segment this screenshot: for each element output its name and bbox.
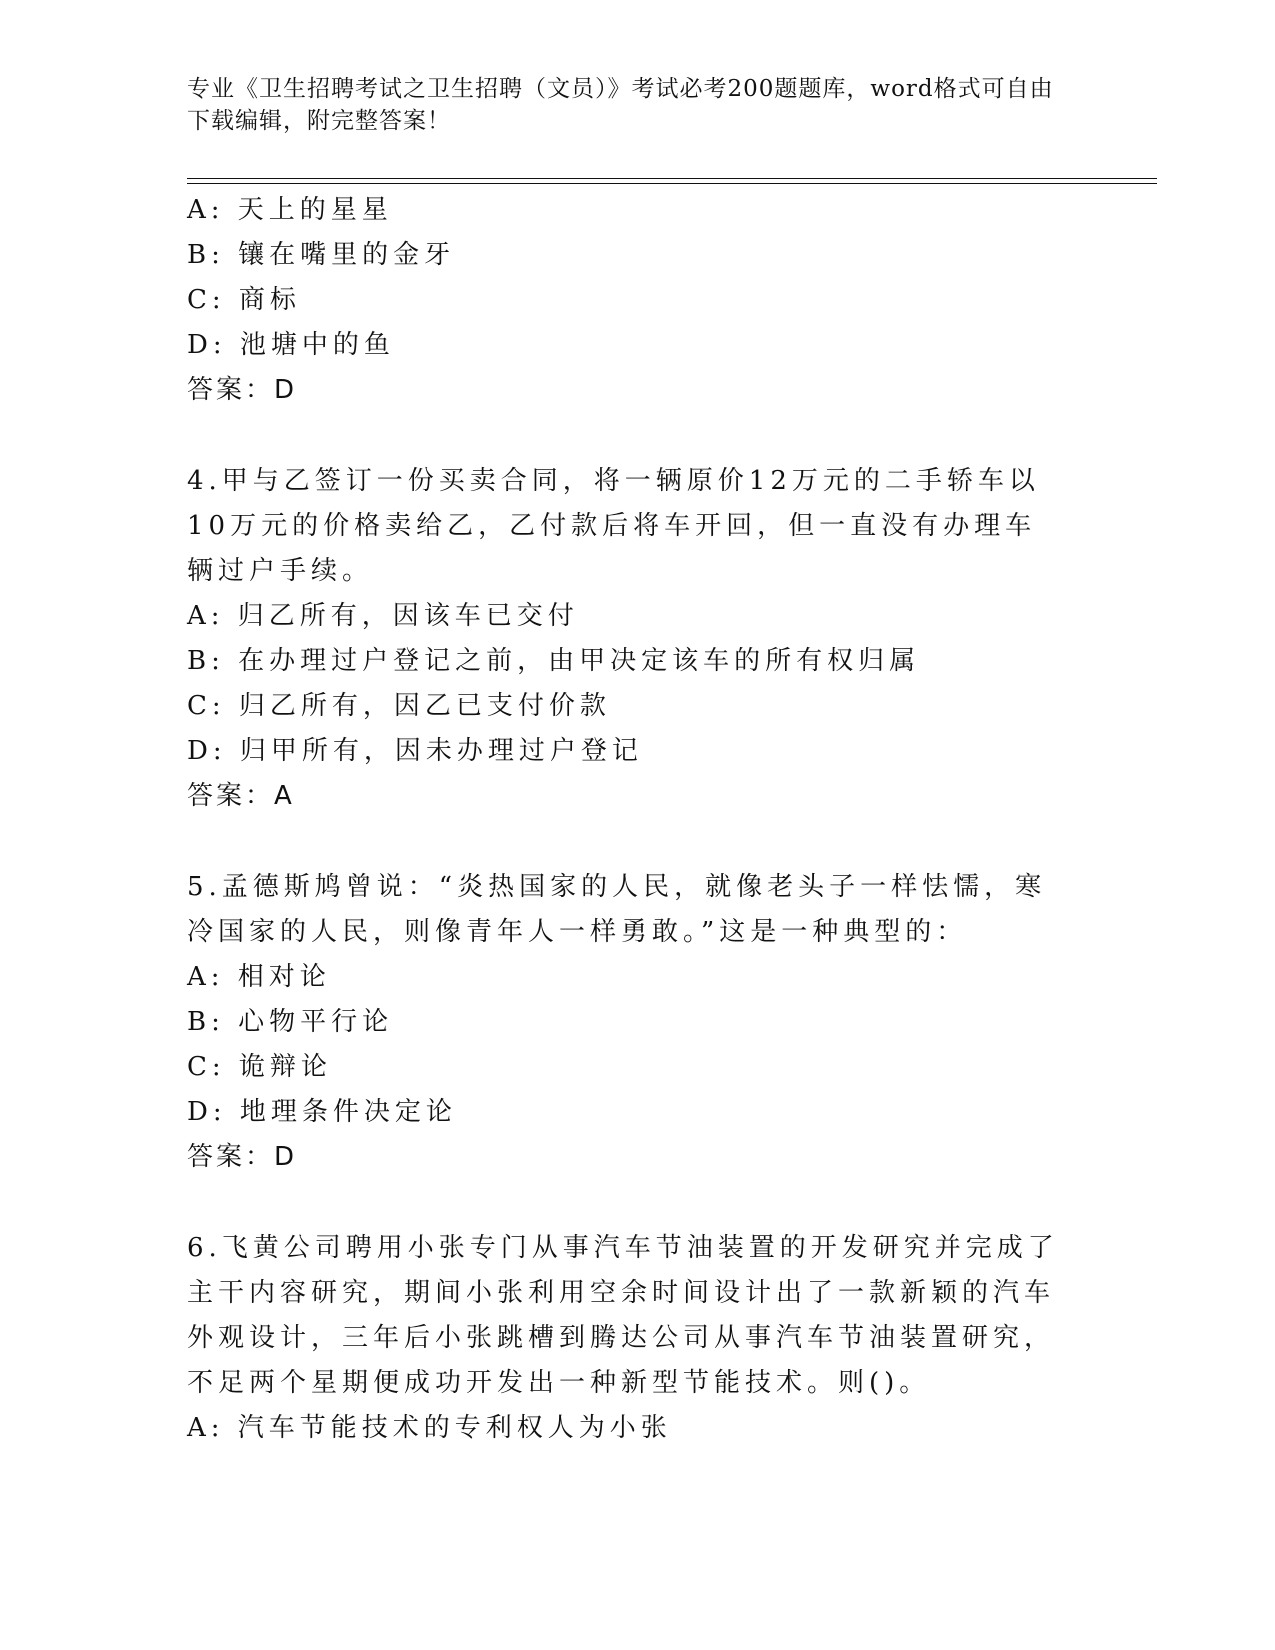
question-text: 5.孟德斯鸠曾说：“炎热国家的人民，就像老头子一样怯懦，寒冷国家的人民，则像青年人一样勇敢。”这是一种典型的： [187, 872, 1047, 947]
option-a: A: 天上的星星 [187, 195, 393, 225]
option-c: C: 商标 [187, 285, 301, 315]
option-c: C: 诡辩论 [187, 1052, 332, 1082]
option-d: D: 归甲所有，因未办理过户登记 [187, 736, 643, 766]
option-a: A: 相对论 [187, 962, 331, 992]
option-b: B: 在办理过户登记之前，由甲决定该车的所有权归属 [187, 646, 921, 676]
answer-line: 答案：D [187, 375, 298, 405]
question-4 [187, 459, 1067, 819]
header-divider-top [187, 178, 1157, 179]
option-c: C: 归乙所有，因乙已支付价款 [187, 691, 611, 721]
option-d: D: 地理条件决定论 [187, 1097, 457, 1127]
question-text: 4.甲与乙签订一份买卖合同，将一辆原价12万元的二手轿车以10万元的价格卖给乙，乙付款后将车开回，但一直没有办理车辆过户手续。 [187, 466, 1040, 586]
option-a: A: 汽车节能技术的专利权人为小张 [187, 1413, 672, 1443]
option-b: B: 心物平行论 [187, 1007, 394, 1037]
question-5 [187, 865, 1067, 1180]
question-3 [187, 188, 1067, 413]
answer-line: 答案：D [187, 1142, 298, 1172]
answer-line: 答案：A [187, 781, 295, 811]
option-a: A: 归乙所有，因该车已交付 [187, 601, 579, 631]
header-divider-bottom [187, 183, 1157, 184]
option-d: D: 池塘中的鱼 [187, 330, 395, 360]
option-b: B: 镶在嘴里的金牙 [187, 240, 456, 270]
question-6 [187, 1226, 1067, 1451]
question-text: 6.飞黄公司聘用小张专门从事汽车节油装置的开发研究并完成了主干内容研究，期间小张利用空余时间设计出了一款新颖的汽车外观设计，三年后小张跳槽到腾达公司从事汽车节油装置研究，不足两个星期便成功开发出一种新型节能技术。则()。 [187, 1233, 1059, 1398]
document-title: 专业《卫生招聘考试之卫生招聘（文员）》考试必考200题题库，word格式可自由下载编辑，附完整答案！ [187, 76, 1054, 134]
question-list [187, 188, 1067, 1451]
